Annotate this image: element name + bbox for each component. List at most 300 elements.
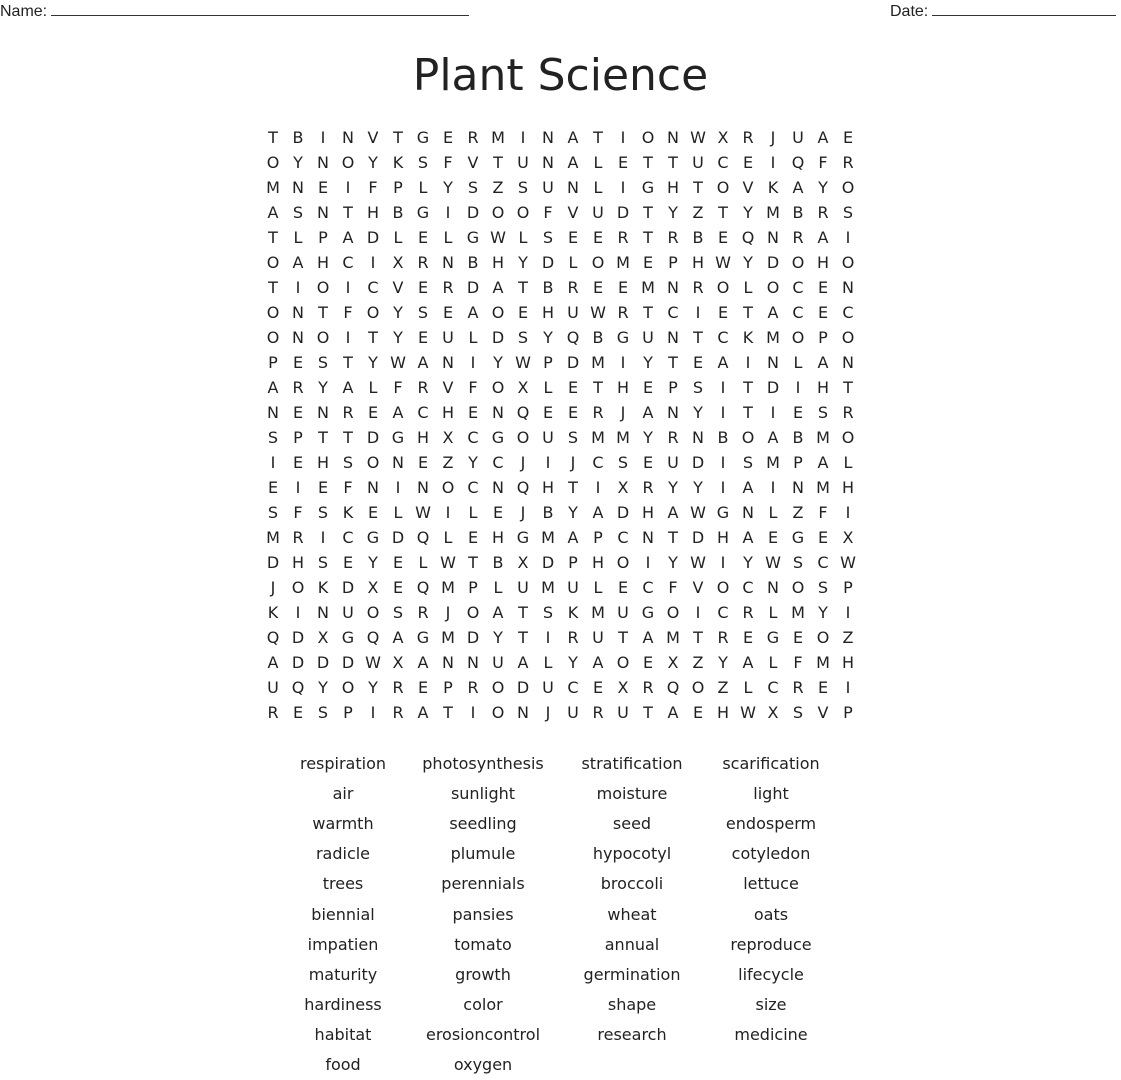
grid-letter: R [667,228,679,247]
grid-letter: O [341,678,355,697]
grid-letter: U [492,653,504,672]
date-field[interactable] [890,3,1116,21]
grid-letter: L [393,503,403,522]
grid-letter: H [316,453,330,472]
grid-letter: F [818,503,828,522]
grid-letter: L [293,228,303,247]
grid-letter: P [318,228,328,247]
grid-letter: H [366,203,380,222]
grid-letter: W [590,303,606,322]
grid-letter: E [467,528,479,547]
grid-letter: E [367,503,379,522]
grid-letter: E [417,228,429,247]
grid-letter: N [742,503,754,522]
grid-letter: R [417,378,429,397]
grid-letter: O [641,128,655,147]
grid-letter: R [742,603,754,622]
grid-letter: L [443,528,453,547]
grid-letter: R [842,403,854,422]
grid-letter: A [567,128,579,147]
grid-letter: T [643,203,653,222]
grid-letter: Q [291,678,305,697]
grid-letter: I [445,203,451,222]
grid-letter: T [693,628,703,647]
grid-letter: I [545,453,551,472]
grid-letter: R [417,253,429,272]
grid-letter: A [592,503,604,522]
word-list-item: light [753,784,789,804]
grid-letter: O [716,578,730,597]
grid-letter: X [517,378,529,397]
grid-letter: R [267,703,279,722]
grid-letter: Q [516,478,530,497]
word-list-item: warmth [312,814,374,834]
grid-letter: W [365,653,381,672]
grid-letter: W [515,353,531,372]
grid-letter: A [417,703,429,722]
grid-letter: E [742,153,754,172]
grid-letter: M [441,578,455,597]
grid-letter: X [392,253,404,272]
grid-letter: E [317,178,329,197]
grid-letter: R [417,603,429,622]
grid-letter: X [617,478,629,497]
grid-letter: Z [492,178,504,197]
grid-letter: Y [743,203,753,222]
grid-letter: M [766,328,780,347]
grid-letter: G [641,603,655,622]
grid-letter: L [468,328,478,347]
grid-letter: C [342,528,354,547]
grid-letter: A [392,628,404,647]
grid-letter: O [616,553,630,572]
grid-letter: I [770,153,776,172]
grid-letter: D [566,353,580,372]
grid-letter: D [291,628,305,647]
grid-letter: N [292,328,304,347]
grid-letter: O [816,628,830,647]
grid-letter: E [517,303,529,322]
grid-letter: R [617,303,629,322]
grid-letter: A [742,653,754,672]
grid-letter: T [693,178,703,197]
grid-letter: S [317,353,329,372]
grid-letter: G [791,528,805,547]
grid-letter: R [392,678,404,697]
grid-letter: R [592,403,604,422]
grid-letter: G [641,178,655,197]
grid-letter: A [292,253,304,272]
grid-letter: W [690,553,706,572]
grid-letter: M [816,478,830,497]
grid-letter: M [591,603,605,622]
grid-letter: C [717,328,729,347]
grid-letter: O [841,328,855,347]
grid-letter: Y [443,178,453,197]
grid-letter: P [443,678,453,697]
grid-letter: M [816,653,830,672]
grid-letter: I [470,353,476,372]
grid-letter: U [267,678,279,697]
grid-letter: T [668,353,678,372]
grid-letter: P [343,703,353,722]
grid-letter: O [266,303,280,322]
grid-letter: L [743,278,753,297]
grid-letter: O [841,178,855,197]
grid-letter: I [745,353,751,372]
grid-letter: B [792,428,804,447]
grid-letter: T [718,203,728,222]
grid-letter: H [541,478,555,497]
grid-letter: G [391,428,405,447]
grid-letter: E [617,153,629,172]
grid-letter: U [642,328,654,347]
grid-letter: Q [566,328,580,347]
grid-letter: Y [318,678,328,697]
grid-letter: B [542,278,554,297]
grid-letter: U [792,128,804,147]
grid-letter: I [295,278,301,297]
grid-letter: O [491,678,505,697]
grid-letter: D [366,228,380,247]
grid-letter: E [567,228,579,247]
grid-letter: A [792,178,804,197]
grid-letter: F [543,203,553,222]
grid-letter: S [267,503,279,522]
grid-letter: O [266,253,280,272]
grid-letter: E [567,403,579,422]
grid-letter: A [567,528,579,547]
word-list-item: biennial [311,904,375,924]
grid-letter: G [366,528,380,547]
grid-letter: T [593,128,603,147]
grid-letter: B [292,128,304,147]
grid-letter: I [620,178,626,197]
grid-letter: K [392,153,404,172]
word-list-item: air [332,784,354,804]
grid-letter: E [267,478,279,497]
grid-letter: W [690,128,706,147]
grid-letter: N [267,403,279,422]
grid-letter: M [766,203,780,222]
grid-letter: M [491,128,505,147]
grid-letter: O [316,278,330,297]
grid-letter: E [642,378,654,397]
grid-letter: G [416,203,430,222]
grid-letter: F [443,153,453,172]
grid-letter: H [491,253,505,272]
grid-letter: I [520,128,526,147]
grid-letter: L [768,603,778,622]
name-field[interactable] [0,3,469,21]
grid-letter: O [841,428,855,447]
word-list-item: reproduce [730,934,812,954]
grid-letter: D [691,528,705,547]
grid-letter: R [442,278,454,297]
grid-letter: P [543,353,553,372]
grid-letter: X [517,553,529,572]
grid-letter: A [642,628,654,647]
grid-letter: O [691,678,705,697]
grid-letter: O [791,328,805,347]
grid-letter: I [845,678,851,697]
grid-letter: N [317,153,329,172]
grid-letter: F [343,478,353,497]
name-label: Name: [0,3,48,20]
grid-letter: T [393,128,403,147]
grid-letter: H [291,553,305,572]
grid-letter: E [442,303,454,322]
grid-letter: A [642,403,654,422]
grid-letter: S [317,703,329,722]
grid-letter: E [842,128,854,147]
grid-letter: E [417,328,429,347]
grid-letter: E [442,128,454,147]
grid-letter: D [341,578,355,597]
grid-letter: D [341,653,355,672]
grid-letter: W [490,228,506,247]
grid-letter: M [591,428,605,447]
grid-letter: K [567,603,579,622]
grid-letter: R [292,378,304,397]
grid-letter: I [770,478,776,497]
word-list-item: hypocotyl [592,844,672,864]
grid-letter: I [395,478,401,497]
grid-letter: I [295,478,301,497]
grid-letter: S [817,403,829,422]
word-list-item: perennials [441,874,525,894]
grid-letter: L [493,578,503,597]
grid-letter: A [417,653,429,672]
grid-letter: D [691,453,705,472]
word-list-item: radicle [315,844,371,864]
grid-letter: T [318,303,328,322]
grid-letter: U [567,578,579,597]
grid-letter: N [342,128,354,147]
word-list-item: oxygen [453,1055,513,1074]
grid-letter: G [766,628,780,647]
grid-letter: S [542,603,554,622]
grid-letter: W [390,353,406,372]
grid-letter: R [467,678,479,697]
grid-letter: A [817,128,829,147]
grid-letter: M [641,278,655,297]
grid-letter: H [666,178,680,197]
grid-letter: A [667,503,679,522]
grid-letter: E [367,403,379,422]
grid-letter: S [742,453,754,472]
grid-letter: N [317,403,329,422]
word-list-item: color [463,994,503,1014]
grid-letter: A [492,278,504,297]
grid-letter: U [517,153,529,172]
grid-letter: N [667,128,679,147]
grid-letter: E [317,478,329,497]
grid-letter: U [517,578,529,597]
grid-letter: D [616,503,630,522]
grid-letter: I [445,503,451,522]
grid-letter: O [716,278,730,297]
grid-letter: D [766,253,780,272]
word-list-item: pansies [452,904,514,924]
grid-letter: O [366,453,380,472]
grid-letter: N [417,478,429,497]
word-list-item: cotyledon [731,844,811,864]
grid-letter: Y [643,428,653,447]
grid-letter: I [295,603,301,622]
grid-letter: D [766,378,780,397]
date-blank-line[interactable] [932,15,1116,16]
grid-letter: T [493,153,503,172]
grid-letter: A [392,403,404,422]
grid-letter: K [342,503,354,522]
grid-letter: D [491,328,505,347]
grid-letter: Q [741,228,755,247]
grid-letter: A [742,528,754,547]
grid-letter: Q [666,678,680,697]
grid-letter: S [842,203,854,222]
grid-letter: O [316,328,330,347]
grid-letter: H [691,253,705,272]
grid-letter: L [418,553,428,572]
grid-letter: A [567,153,579,172]
grid-letter: O [441,478,455,497]
grid-letter: N [667,403,679,422]
grid-letter: Z [717,678,729,697]
grid-letter: U [617,603,629,622]
grid-letter: I [720,478,726,497]
grid-letter: E [817,278,829,297]
grid-letter: Z [842,628,854,647]
grid-letter: N [842,278,854,297]
grid-letter: S [517,328,529,347]
grid-letter: L [393,228,403,247]
grid-letter: O [516,428,530,447]
grid-letter: T [343,428,353,447]
grid-letter: T [643,228,653,247]
grid-letter: E [817,678,829,697]
grid-letter: A [267,203,279,222]
grid-letter: Q [416,578,430,597]
grid-letter: I [345,278,351,297]
grid-letter: Y [643,353,653,372]
grid-letter: X [617,678,629,697]
grid-letter: O [516,203,530,222]
grid-letter: L [843,453,853,472]
grid-letter: C [842,303,854,322]
grid-letter: P [393,178,403,197]
grid-letter: E [292,403,304,422]
grid-letter: N [442,353,454,372]
grid-letter: Y [568,653,578,672]
grid-letter: J [445,603,451,622]
grid-letter: C [367,278,379,297]
grid-letter: I [720,453,726,472]
grid-letter: I [845,228,851,247]
grid-letter: A [592,653,604,672]
grid-letter: H [841,653,855,672]
grid-letter: G [466,228,480,247]
grid-letter: T [468,553,478,572]
grid-letter: N [492,478,504,497]
grid-letter: I [320,528,326,547]
grid-letter: T [268,278,278,297]
word-list-item: erosioncontrol [425,1024,541,1044]
grid-letter: P [268,353,278,372]
grid-letter: S [792,703,804,722]
grid-letter: F [468,378,478,397]
grid-letter: E [567,378,579,397]
grid-letter: Y [743,553,753,572]
grid-letter: A [767,428,779,447]
page-title: Plant Science [412,50,709,101]
grid-letter: E [417,453,429,472]
grid-letter: L [568,253,578,272]
grid-letter: E [292,703,304,722]
grid-letter: A [817,453,829,472]
grid-letter: M [616,428,630,447]
grid-letter: E [592,678,604,697]
grid-letter: E [817,528,829,547]
grid-letter: N [842,353,854,372]
grid-letter: N [542,153,554,172]
grid-letter: K [317,578,329,597]
word-list-item: habitat [314,1024,372,1044]
grid-letter: N [517,703,529,722]
grid-letter: E [717,303,729,322]
grid-letter: B [792,203,804,222]
grid-letter: P [793,453,803,472]
grid-letter: L [743,678,753,697]
grid-letter: T [743,403,753,422]
grid-letter: I [720,403,726,422]
word-list-item: trees [322,874,364,894]
grid-letter: P [843,578,853,597]
grid-letter: S [392,603,404,622]
grid-letter: C [742,578,754,597]
grid-letter: F [793,653,803,672]
grid-letter: S [517,178,529,197]
grid-letter: J [770,128,776,147]
grid-letter: N [292,178,304,197]
grid-letter: R [692,278,704,297]
grid-letter: C [467,428,479,447]
grid-letter: Y [668,203,678,222]
grid-letter: U [592,203,604,222]
grid-letter: S [617,453,629,472]
grid-letter: T [643,303,653,322]
grid-letter: E [392,578,404,597]
grid-letter: Q [416,528,430,547]
grid-letter: N [367,478,379,497]
name-blank-line[interactable] [51,15,469,16]
word-list-item: impatien [307,934,379,954]
grid-letter: D [266,553,280,572]
grid-letter: B [542,503,554,522]
grid-letter: E [692,703,704,722]
grid-letter: J [270,578,276,597]
grid-letter: J [570,453,576,472]
word-list-item: sunlight [450,784,516,804]
word-list-item: hardiness [304,994,382,1014]
grid-letter: S [567,428,579,447]
grid-letter: P [568,553,578,572]
grid-letter: H [841,478,855,497]
grid-letter: H [716,703,730,722]
grid-letter: V [467,153,479,172]
grid-letter: O [841,253,855,272]
grid-letter: G [416,128,430,147]
